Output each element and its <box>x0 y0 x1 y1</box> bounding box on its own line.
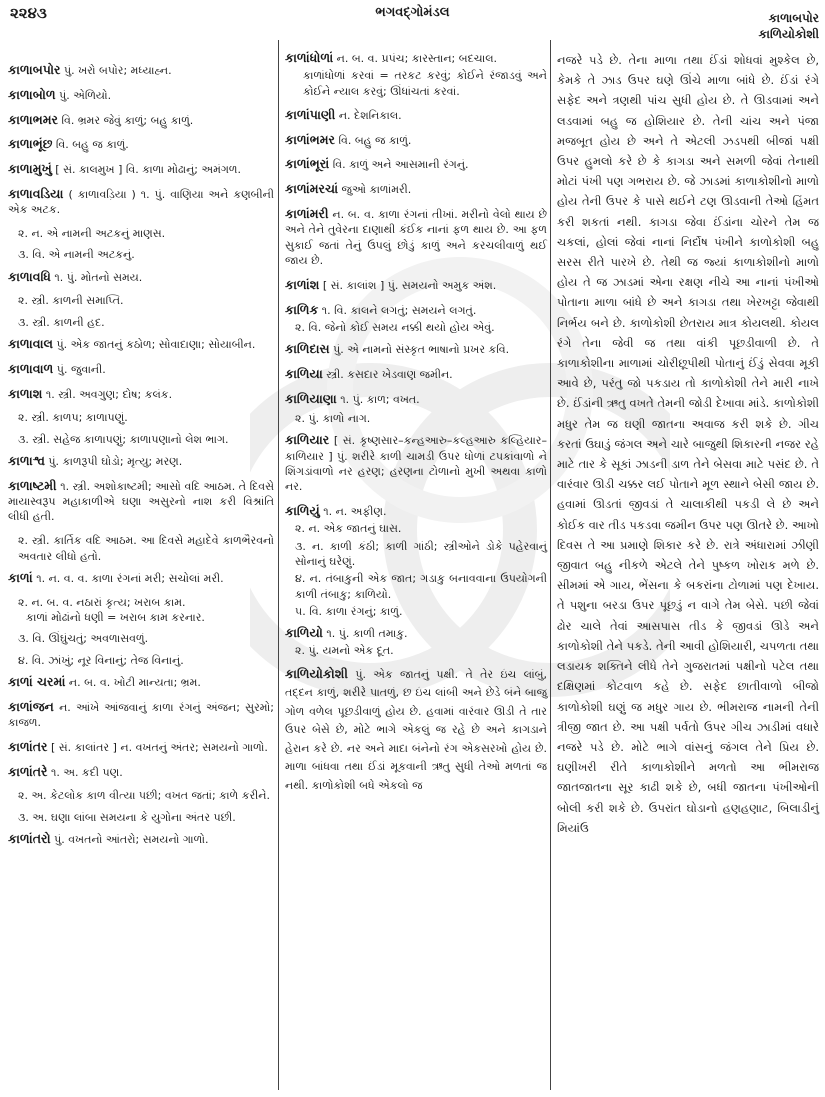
dictionary-entry <box>8 478 274 525</box>
dictionary-entry <box>8 570 274 586</box>
headword: કાળામુખું <box>8 161 52 177</box>
headword: કાળાવાલ <box>8 336 54 352</box>
definition: ન. દેશનિકાલ. <box>335 108 402 122</box>
sense: ૩. ન. કાળી કંઠી; કાળી ગાંઠી; સ્ત્રીઓને ડોકે પહેરવાનું સોનાનું ઘરેણું. <box>295 539 547 568</box>
dictionary-entry <box>8 87 274 103</box>
dictionary-entry <box>8 336 274 352</box>
definition: [ સં. કાલાંતર ] ન. વખતનું અંતર; સમયનો ગાળો. <box>47 740 268 754</box>
headword: કાળાંતરો <box>8 830 51 846</box>
definition: પું. એક જાતનું પક્ષી. તે તેર ઇંચ લાંબું, તદ્દન કાળું, શરીરે પાતળું, છ ઇંચ લાંબી અને છેડે બંને બાજુ ગોળ વળેલ પૂછડીવાળું હોય છે. હવામાં વારંવાર ઊડી તે તાર ઉપર બેસે છે, મોટે ભાગે એકલું જ રહે છે અને કાગડાને હેરાન કરે છે. નર અને માદા બંનેનો રંગ એકસરખો હોય છે. માળા બાંધવા તથા ઈંડાં મૂકવાની ઋતુ સુધી તેઓ મળતાં જ નથી. કાળોકોશી બધે એકલો જ <box>285 667 547 792</box>
dictionary-entry <box>285 341 547 357</box>
definition: પું. વખતનો આંતરો; સમયનો ગાળો. <box>50 832 209 846</box>
definition: ૧. અ. કદી પણ. <box>47 765 123 779</box>
definition: ૧. ન. અફીણ. <box>319 505 387 519</box>
headword: કાળાભૂંછ <box>8 136 53 152</box>
dictionary-entry <box>285 366 547 382</box>
dictionary-entry <box>8 831 274 847</box>
headword: કાળાંપાણી <box>285 106 336 122</box>
headword: કાળિયો <box>285 625 323 641</box>
dictionary-entry <box>285 107 547 123</box>
sense: ૨. પું. કાળો નાગ. <box>295 412 371 426</box>
sense: ૫. વિ. કાળા રંગનું; કાળું. <box>295 604 403 618</box>
definition: [ સં. કાલાંશ ] પું. સમયનો અમુક અંશ. <box>319 278 497 292</box>
sense: ૨. સ્ત્રી. કાળની સમાપ્તિ. <box>18 294 124 308</box>
headword: કાળિયાણા <box>285 390 337 406</box>
definition: પું. એળિયો. <box>55 88 112 102</box>
headword: કાળિયોકોશી <box>285 665 348 681</box>
definition: ન. બ. વ. પ્રપંચ; કારસ્તાન; બદચાલ. <box>333 52 498 65</box>
definition: પું. ખરો બપોર; મધ્યાહ્ન. <box>60 64 172 77</box>
dictionary-entry <box>285 432 547 494</box>
column-1 <box>8 62 274 856</box>
sense: ૨. સ્ત્રી. કાળપ; કાળાપણું. <box>18 411 128 425</box>
usage-example: કાળાંધોળાં કરવાં = તરકટ કરવું; કોઈને રંજાડવું અને કોઈને ન્યાલ કરવું; ઊંધાંચતાં કરવાં. <box>303 69 547 98</box>
dictionary-entry <box>8 361 274 377</box>
headword: કાળાંજન <box>8 698 54 714</box>
definition: પું. એક જાતનું કઠોળ; સોવાદાણા; સોયાબીન. <box>53 338 256 352</box>
running-title: ભગવદ્ગોમંડલ <box>375 5 450 20</box>
definition: સ્ત્રી. કસદાર ખેડવાણ જમીન. <box>322 367 453 381</box>
dictionary-entry <box>8 269 274 285</box>
dictionary-entry <box>285 665 547 796</box>
headword: કાળાંતરે <box>8 763 48 779</box>
headword: કાળાંશ <box>285 276 320 292</box>
definition: ૧. પું. મોતનો સમય. <box>50 270 143 284</box>
sense: ૨. અ. કેટલોક કાળ વીત્યા પછી; વખત જતાં; કાળે કરીને. <box>18 789 270 803</box>
sense: ૨. ન. એક જાતનું ઘાસ. <box>295 522 402 536</box>
sense: ૨. ન. બ. વ. નઠારાં કૃત્ય; ખરાબ કામ. <box>18 595 186 609</box>
dictionary-entry <box>285 277 547 293</box>
dictionary-entry <box>8 739 274 755</box>
headword: કાળાંભમર <box>285 131 335 147</box>
definition: પું. જુવાની. <box>53 362 106 376</box>
headword: કાળાશ્વ <box>8 453 45 469</box>
dictionary-entry <box>285 132 547 148</box>
sense: ૨. ન. એ નામની અટકનું માણસ. <box>18 227 166 241</box>
definition: ન. બ. વ. ખોટી માન્યતા; ભ્રમ. <box>65 675 201 689</box>
sense: ૩. અ. ઘણા લાંબા સમયના કે યુગોના અંતર પછી. <box>18 810 236 824</box>
headword: કાળાંભૂરાં <box>285 156 330 172</box>
sense: ૪. વિ. ઝાંખું; નૂર વિનાનું; તેજ વિનાનું. <box>18 653 184 667</box>
definition: પું. એ નામનો સંસ્કૃત ભાષાનો પ્રખર કવિ. <box>329 343 510 357</box>
definition: વિ. બહુ જ કાળું. <box>52 138 129 152</box>
definition: વિ. બહુ જ કાળું. <box>335 133 412 147</box>
page-number: ૨૨૪૩ <box>10 4 47 22</box>
headword: કાળાં <box>8 569 33 585</box>
dictionary-columns <box>0 50 825 1090</box>
usage-example: કાળાં મોઢાંનો ધણી = ખરાબ કામ કરનાર. <box>26 610 205 624</box>
headword: કાળાવધિ <box>8 268 51 284</box>
dictionary-entry <box>8 764 274 780</box>
headword: કાળાંમરચાં <box>285 181 339 197</box>
headword: કાળાંમરી <box>285 206 329 222</box>
headword: કાળાં ચરમાં <box>8 673 66 689</box>
dictionary-entry <box>8 62 274 78</box>
definition: ૧. વિ. કાલને લગતું; સમયને લગતું. <box>318 303 477 317</box>
entry-continuation: નજરે પડે છે. તેના માળા તથા ઈંડાં શોધવાં મુશ્કેલ છે, કેમકે તે ઝાડ ઉપર ઘણે ઊંચે માળા બાંધે છે. ઈંડાં રંગે સફેદ અને ત્રણથી પાંચ સુધી હોય છે. તે ઊડવામાં અને લડવામાં બહુ જ હોશિયાર છે. તેની ચાંચ અને પંજા મજબૂત હોય છે અને તે એટલી ઝડપથી બીજાં પક્ષી ઉપર હુમલો કરે છે કે કાગડા અને સમળી જેવાં તેનાથી મોટાં પંખી પણ ગભરાય છે. જે ઝાડમાં કાળાકોશીનો માળો હોય તેની ઉપર કે પાસે થઈને ટણ ઊડવાની તેઓ હિંમત કરી શકતાં નથી. કાગડા જેવા ઈંડાંના ચોરને તેમ જ ચકલાં, હોલાં જેવાં નાનાં નિર્દોષ પંખીને કાળોકોશી બહુ સરસ રીતે પારખે છે. તેથી જ જ્યાં કાળાકોશીનો માળો હોય તે જ ઝાડમાં એના રક્ષણ નીચે આ નાનાં પંખીઓ પોતાના માળા બાંધે છે અને કાગડા તથા ખેરખટ્ટા જેવાથી નિર્ભય બને છે. કાળોકોશી છેતરાય માત્ર કોયલથી. કોયલ રંગે તેના જેવી જ તથા વાંકી પૂછડીવાળી છે. તે કાળાકોશીના માળામાં ચોરીછૂપીથી પોતાનું ઈંડું સેવવા મૂકી આવે છે, પરંતુ જો પકડાય તો કાળોકોશી તેને મારી નાખે છે. ઈંડાંની ઋતુ વખતે તેમની જોડી દેખાવા માંડે. કાળોકોશી મધુર તેમ જ ઘણી જાતના અવાજ કરી શકે છે. ગીચ કરતાં ઉઘાડું જંગલ અને ચારે બાજુથી શિકારની નજર રહે માટે તાર કે સૂકાં ઝાડની ડાળ તેને બેસવા માટે પસંદ છે. તે વારંવાર ઊડી ચક્કર લઈ પોતાને મૂળ સ્થાને બેસી જાય છે. હવામાં ઊડતાં જીવડાં તે ચાલાકીથી પકડી લે છે અને કોઈક વાર તીડ પકડવા જમીન ઉપર પણ ઊતરે છે. આખો દિવસ તે આ પ્રમાણે શિકાર કરે છે. રાત્રે અંધારામાં ઝીણી જીવાત બહુ નીકળે એટલે તેને પુષ્કળ ખોરાક મળે છે. સીમમાં એ ગાય, ભેંસના કે બકરાંના ટોળામાં પણ દેખાય. તે પશુના બરડા ઉપર પૂછડું ન વાગે તેમ બેસે. પછી જેવાં ઢોર ચાલે તેવાં આસપાસ તીડ કે જીવડાં ઊડે અને કાળોકોશી તેને પકડે. તેની આવી હોશિયારી, ચપળતા તથા લડાયક શક્તિને લીધે તેને ગુજરાતમાં પક્ષીનો પટેલ તથા દક્ષિણમાં કોટવાળ કહે છે. સફેદ છાતીવાળો બીજો કાળોકોશી ઘણું જ મધુર ગાય છે. ભીમરાજ નામની તેની ત્રીજી જાત છે. આ પક્ષી પર્વતો ઉપર ગીચ ઝાડીમાં વધારે નજરે પડે છે. મોટે ભાગે વાંસનું જંગલ તેને પ્રિય છે. ઘણીખરી રીતે કાળાકોશીને મળતો આ ભીમરાજ જાતજાતના સૂર કાઢી શકે છે, બધી જાતના પંખીઓની બોલી કરી શકે છે. ઉપરાંત ઘોડાનો હણહણાટ, બિલાડીનું મિયાંઉ <box>557 53 819 835</box>
sense: ૩. સ્ત્રી. સહેજ કાળાપણું; કાળાપણાનો લેશ ભાગ. <box>18 432 229 446</box>
sense: ૪. ન. તંબાકુની એક જાત; ગડાકુ બનાવવાના ઉપયોગની કાળી તંબાકુ; કાળિયો. <box>295 572 547 601</box>
headword: કાળાબપોર <box>8 62 61 77</box>
dictionary-entry <box>285 181 547 197</box>
dictionary-entry <box>285 156 547 172</box>
definition: વિ. ભ્રમર જેવું કાળું; બહુ કાળું. <box>58 113 194 127</box>
column-2 <box>285 50 547 804</box>
definition: [ સં. કાલમુખ ] વિ. કાળા મોઢાનું; અમંગળ. <box>51 163 241 177</box>
dictionary-entry <box>8 161 274 177</box>
dictionary-entry <box>8 699 274 731</box>
headword: કાળિદાસ <box>285 341 330 357</box>
definition: ન. બ. વ. કાળા રંગનાં તીખાં. મરીનો વેલો થાય છે અને તેને તુવેરના દાણાથી કંઈક નાનાં ફળ થાય છે. આ ફળ સુકાઈ જતાં તેનું ઉપલું છોડું કાળું અને કરચલીવાળું થઈ જાય છે. <box>285 208 547 267</box>
sense: ૩. સ્ત્રી. કાળની હદ. <box>18 315 105 329</box>
dictionary-entry <box>285 503 547 519</box>
definition: ( કાળાવડ઼િયા ) ૧. પું. વાણિયા અને કણબીની એક અટક. <box>8 187 274 217</box>
headword: કાળાષ્ટમી <box>8 477 57 493</box>
definition: જુઓ કાળાંમરી. <box>338 183 412 197</box>
definition: ૧. સ્ત્રી. અવગુણ; દોષ; કલંક. <box>42 387 173 401</box>
dictionary-entry <box>285 302 547 318</box>
column-3 <box>557 10 819 838</box>
headword: કાળાશ <box>8 385 43 401</box>
guide-word-first: કાળાબપોર <box>768 11 819 25</box>
definition: પું. કાળરૂપી ઘોડો; મૃત્યુ; મરણ. <box>44 455 183 469</box>
dictionary-entry <box>8 674 274 690</box>
headword: કાળાભમર <box>8 111 58 127</box>
dictionary-entry <box>285 625 547 641</box>
dictionary-entry <box>8 186 274 218</box>
sense: ૨. પું. યમનો એક દૂત. <box>295 644 394 658</box>
definition: [ સં. કૃષ્ણસાર–કન્હઆરુ–કલ્હઆરુ કલ્હિયાર–કાળિયાર ] પું. શરીરે કાળી ચામડી ઉપર ધોળાં ટપકાંવાળો ને શિંગડાંવાળો નર હરણ; હરણના ટોળાનો મુખી અથવા કાળો નર. <box>285 434 547 494</box>
sense: ૨. વિ. જેનો કોઈ સમય નક્કી થયો હોય એવું. <box>295 320 495 334</box>
dictionary-entry <box>285 206 547 268</box>
dictionary-entry <box>285 50 547 66</box>
headword: કાળિયાર <box>285 432 330 448</box>
guide-word-last: કાળિયોકોશી <box>758 27 819 41</box>
guide-word-spacer <box>557 10 819 50</box>
headword: કાળિક <box>285 301 319 317</box>
headword: કાળાંધોળાં <box>285 50 334 65</box>
headword: કાળાબોળ <box>8 86 56 102</box>
sense: ૩. વિ. ઊંઘુંચતું; અવળાસવળું. <box>18 632 149 646</box>
dictionary-entry <box>285 391 547 407</box>
sense: ૨. સ્ત્રી. કાર્તિક વદિ આઠમ. આ દિવસે મહાદેવે કાળભૈરવનો અવતાર લીધો હતો. <box>18 534 274 563</box>
definition: વિ. કાળું અને આસમાની રંગનું. <box>329 158 469 172</box>
definition: ન. આંખે આંજવાનું કાળા રંગનું અંજન; સુરમો; કાજળ. <box>8 700 274 729</box>
headword: કાળાંતર <box>8 738 48 754</box>
definition: ૧. સ્ત્રી. અશોકાષ્ટમી; આસો વદિ આઠમ. તે દિવસે માયાસ્વરૂપ મહાકાળીએ ઘણા અસુરનો નાશ કરી વિશ્રાંતિ લીધી હતી. <box>8 479 274 524</box>
dictionary-entry <box>8 112 274 128</box>
definition: ૧. પું. કાળ; વખત. <box>336 392 420 406</box>
sense: ૩. વિ. એ નામની અટકનું. <box>18 248 135 262</box>
definition: ૧. ન. વ. વ. કાળા રંગનાં મરી; સચોલાં મરી. <box>32 571 224 585</box>
headword: કાળિયા <box>285 365 323 381</box>
dictionary-entry <box>8 453 274 469</box>
definition: ૧. પું. કાળી તમાકુ. <box>322 627 408 641</box>
headword: કાળાવાળ <box>8 360 54 376</box>
dictionary-entry <box>8 386 274 402</box>
headword: કાળાવડિયા <box>8 185 64 201</box>
dictionary-entry <box>8 136 274 152</box>
headword: કાળિયું <box>285 503 320 519</box>
